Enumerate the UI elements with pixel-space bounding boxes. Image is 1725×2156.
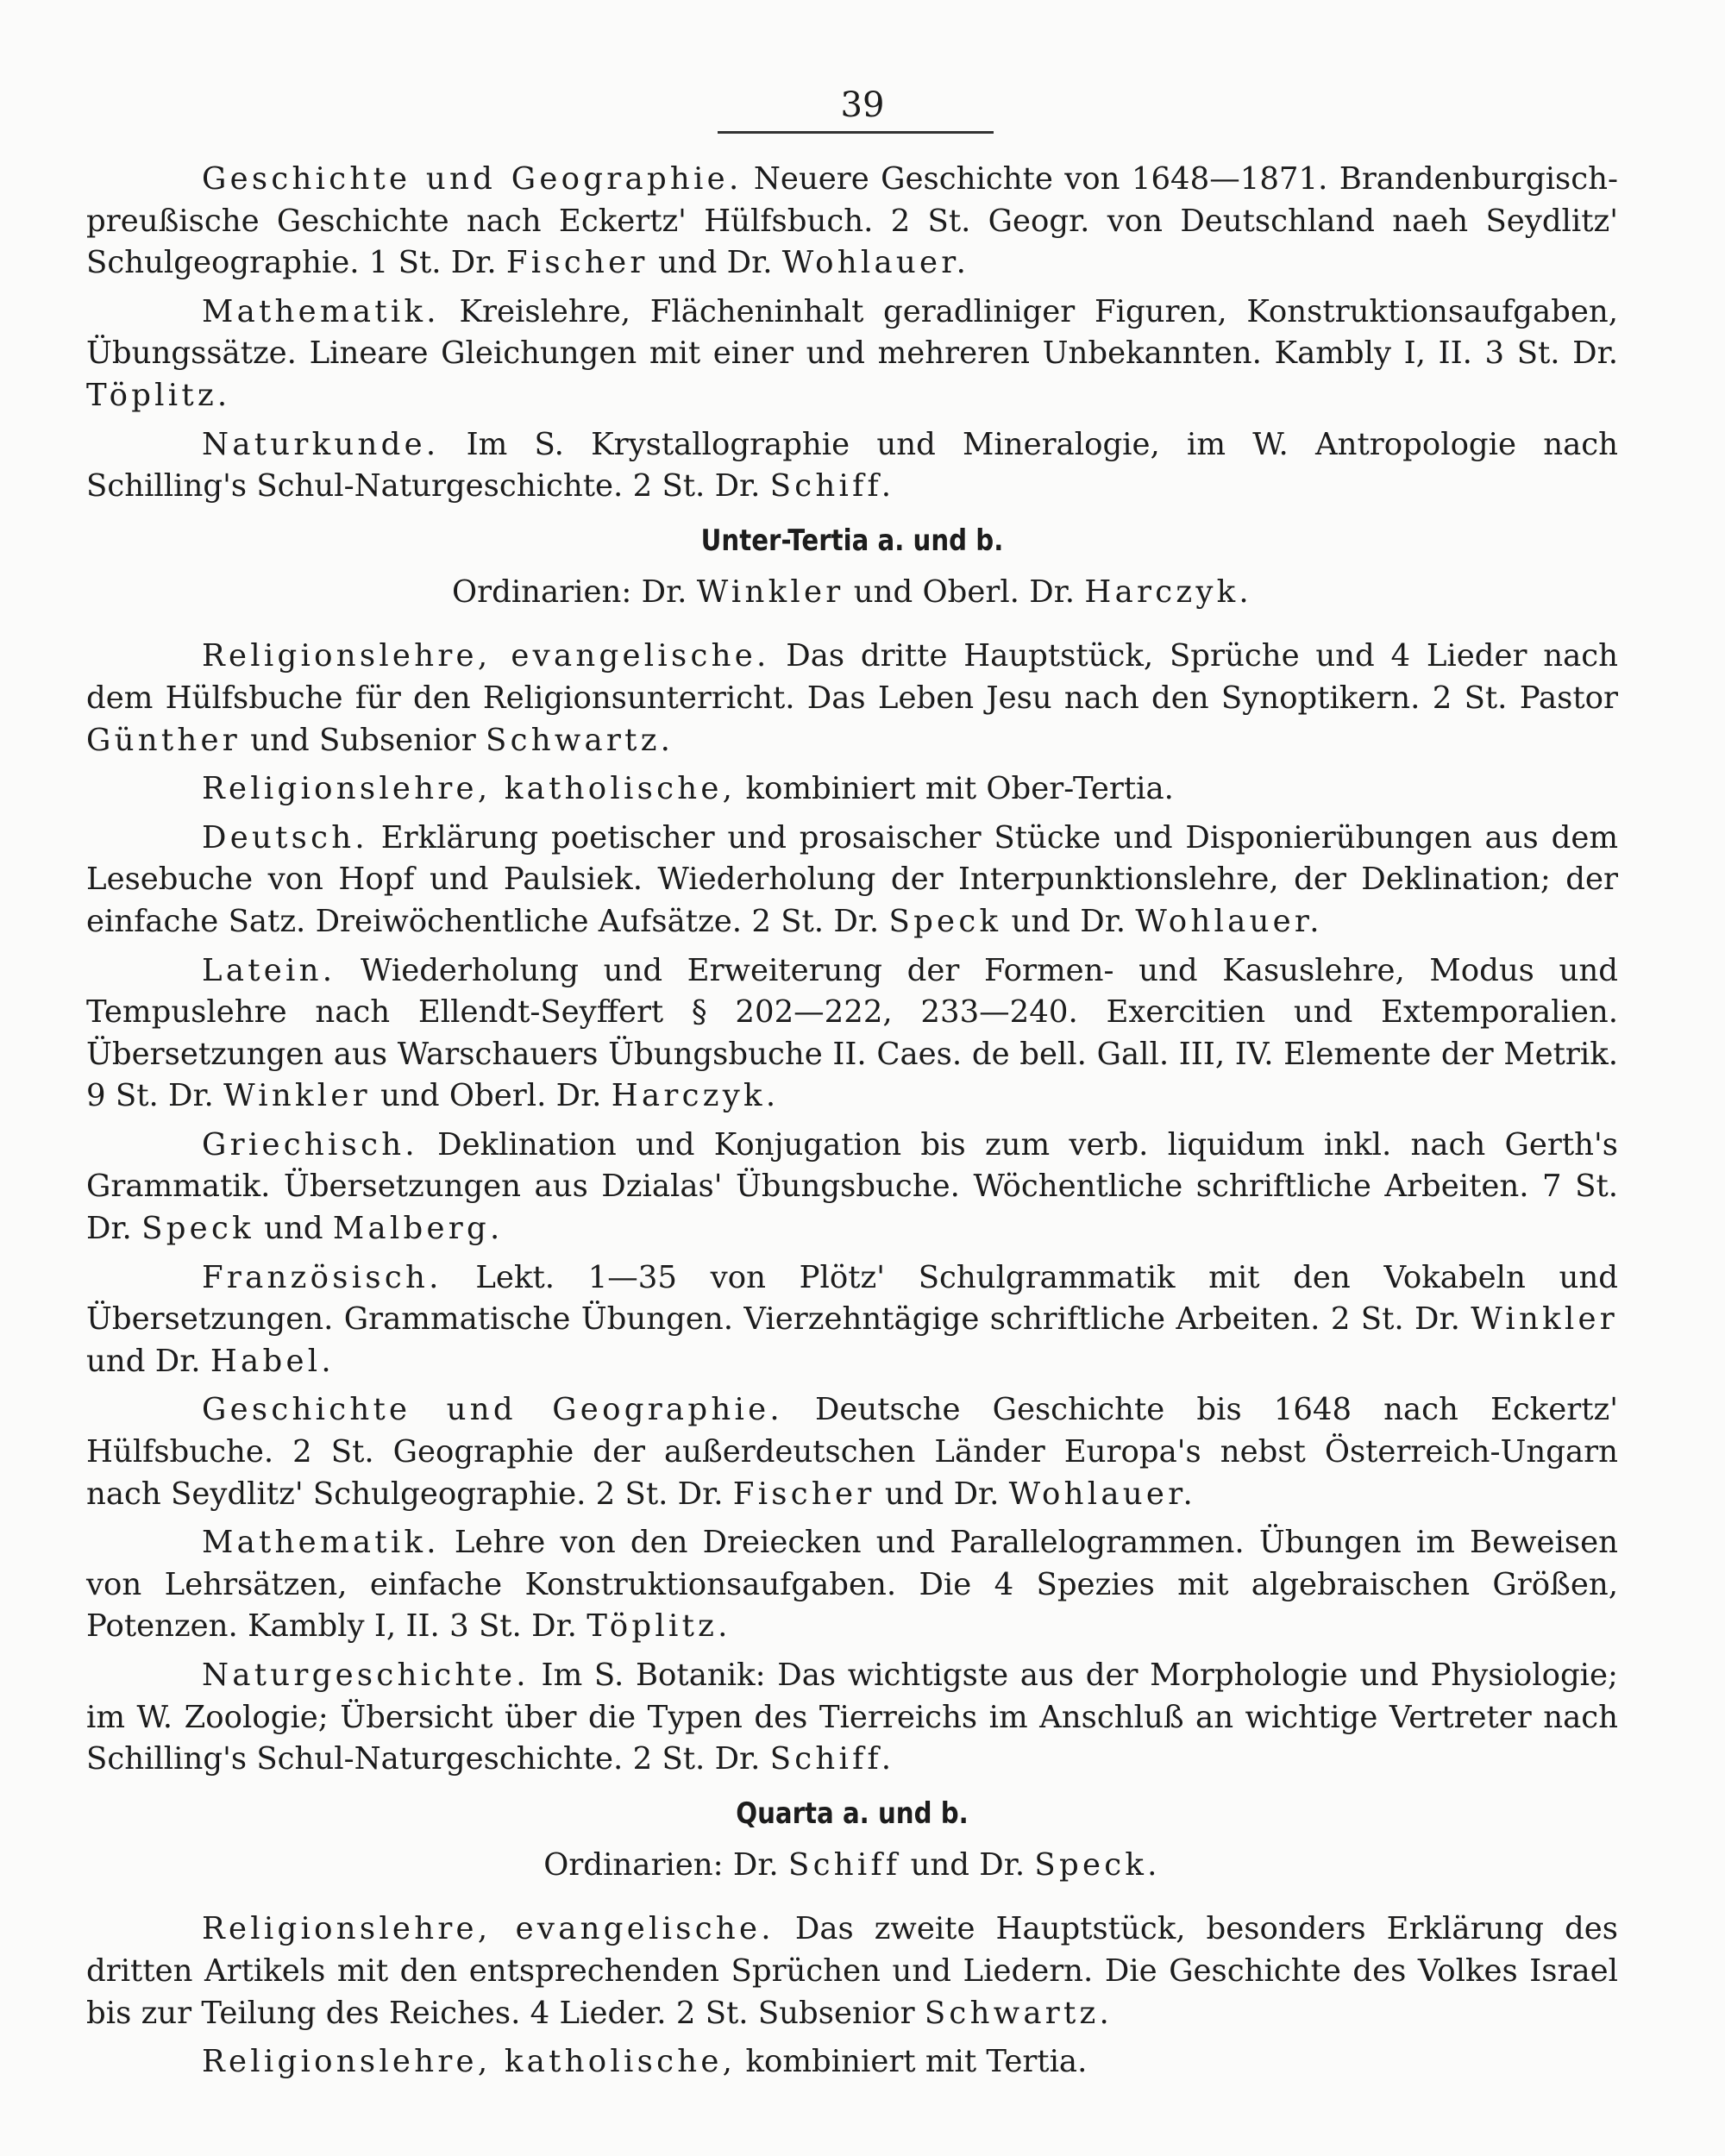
teacher-name: Schiff.	[769, 468, 895, 505]
subject-label: Mathematik.	[202, 293, 440, 329]
paragraph-text: und Dr.	[86, 1343, 210, 1379]
subject-paragraph	[86, 1257, 1618, 1383]
teacher-name: Harczyk.	[1084, 573, 1252, 610]
teacher-name: Habel.	[210, 1343, 335, 1379]
subject-paragraph	[86, 1908, 1618, 2034]
subject-paragraph	[86, 636, 1618, 761]
teacher-name: Speck	[888, 903, 1002, 939]
paragraph-text: Das dritte Hauptstück, Sprüche und 4 Lieder nach dem Hülfsbuche für den Religionsunterricht. Das Leben Jesu nach den Synoptikern. 2 St. Pastor	[86, 638, 1618, 716]
subject-paragraph	[86, 950, 1618, 1118]
paragraph-text: und Dr.	[875, 1476, 1009, 1512]
paragraph-text: Erklärung poetischer und prosaischer Stücke und Disponierübungen aus dem Lesebuche von Hopf und Paulsiek. Wiederholung der Interpunktionslehre, der Deklination; der einfache Satz. Dreiwöchentliche Aufsätze. 2 St. Dr.	[86, 819, 1618, 939]
paragraph-text: Lehre von den Dreiecken und Parallelogrammen. Übungen im Beweisen von Lehrsätzen, einfache Konstruktionsaufgaben. Die 4 Spezies mit algebraischen Größen, Potenzen. Kambly I, II. 3 St. Dr.	[86, 1525, 1618, 1645]
section-heading: Unter-Tertia a. und b.	[700, 523, 1004, 558]
subject-paragraph	[86, 2041, 1618, 2084]
paragraph-text: Im S. Krystallographie und Mineralogie, im W. Antropologie nach Schilling's Schul-Naturgeschichte. 2 St. Dr.	[86, 426, 1618, 505]
subject-paragraph	[86, 291, 1618, 417]
subject-label: Französisch.	[202, 1259, 442, 1295]
paragraph-text: und Dr.	[900, 1846, 1035, 1883]
teacher-name: Schiff	[788, 1846, 901, 1883]
teacher-name: Winkler	[696, 573, 844, 610]
paragraph-text: und Subsenior	[241, 722, 486, 758]
subject-paragraph	[86, 1655, 1618, 1781]
page-content	[86, 159, 1618, 2090]
subject-label: Religionslehre, katholische,	[202, 2044, 737, 2080]
paragraph-text: Kreislehre, Flächeninhalt geradliniger Figuren, Konstruktionsaufgaben, Übungssätze. Lineare Gleichungen mit einer und mehreren Unbekannten. Kambly I, II. 3 St. Dr.	[86, 293, 1618, 372]
subject-label: Geschichte und Geographie.	[202, 161, 743, 197]
teacher-name: Malberg.	[332, 1211, 504, 1247]
subject-label: Religionslehre, evangelische.	[202, 1911, 775, 1947]
subject-paragraph	[86, 1125, 1618, 1250]
header-rule	[718, 131, 994, 134]
subject-paragraph	[86, 1522, 1618, 1648]
subject-label: Religionslehre, katholische,	[202, 771, 737, 807]
paragraph-text: Ordinarien: Dr.	[452, 573, 697, 610]
paragraph-text: Deklination und Konjugation bis zum verb. liquidum inkl. nach Gerth's Grammatik. Übersetzungen aus Dzialas' Übungsbuche. Wöchentliche schriftliche Arbeiten. 7 St. Dr.	[86, 1126, 1618, 1247]
teacher-name: Fischer	[732, 1476, 875, 1512]
section-heading: Quarta a. und b.	[736, 1796, 969, 1831]
teacher-name: Schwartz.	[486, 722, 674, 758]
teacher-name: Fischer	[505, 245, 649, 281]
teacher-name: Töplitz.	[86, 377, 231, 413]
teacher-name: Wohlauer.	[1008, 1476, 1197, 1512]
subject-label: Religionslehre, evangelische.	[202, 638, 770, 674]
teacher-name: Wohlauer.	[1135, 903, 1323, 939]
paragraph-text: Das zweite Hauptstück, besonders Erklärung des dritten Artikels mit den entsprechenden Sprüchen und Liedern. Die Geschichte des Volkes Israel bis zur Teilung des Reiches. 4 Lieder. 2 St. Subsenior	[86, 1911, 1618, 2031]
page-number: 39	[840, 85, 885, 125]
subject-paragraph	[86, 159, 1618, 285]
teacher-name: Töplitz.	[586, 1608, 731, 1645]
subject-label: Latein.	[202, 952, 336, 988]
ordinarien-line	[86, 572, 1618, 614]
paragraph-text: Im S. Botanik: Das wichtigste aus der Morphologie und Physiologie; im W. Zoologie; Übersicht über die Typen des Tierreichs im Anschluß an wichtige Vertreter nach Schilling's Schul-Naturgeschichte. 2 St. Dr.	[86, 1658, 1618, 1777]
teacher-name: Wohlauer.	[781, 245, 970, 281]
teacher-name: Speck	[141, 1211, 254, 1247]
paragraph-text: und Dr.	[1001, 903, 1136, 939]
teacher-name: Speck.	[1034, 1846, 1161, 1883]
paragraph-text: Neuere Geschichte von 1648—1871. Brandenburgisch-preußische Geschichte nach Eckertz' Hülfsbuch. 2 St. Geogr. von Deutschland naeh Seydlitz' Schulgeographie. 1 St. Dr.	[86, 161, 1619, 281]
paragraph-text: Lekt. 1—35 von Plötz' Schulgrammatik mit den Vokabeln und Übersetzungen. Grammatische Übungen. Vierzehntägige schriftliche Arbeiten. 2 St. Dr.	[86, 1259, 1618, 1338]
paragraph-text: Wiederholung und Erweiterung der Formen- und Kasuslehre, Modus und Tempuslehre nach Ellendt-Seyffert § 202—222, 233—240. Exercitien und Extemporalien. Übersetzungen aus Warschauers Übungsbuche II. Caes. de bell. Gall. III, IV. Elemente der Metrik. 9 St. Dr.	[86, 952, 1618, 1114]
teacher-name: Winkler	[223, 1078, 371, 1114]
subject-label: Deutsch.	[202, 819, 368, 856]
subject-label: Geschichte und Geographie.	[202, 1392, 783, 1428]
teacher-name: Winkler	[1471, 1301, 1618, 1338]
subject-paragraph	[86, 768, 1618, 811]
subject-paragraph	[86, 818, 1618, 943]
subject-paragraph	[86, 1389, 1618, 1515]
paragraph-text: und	[254, 1211, 333, 1247]
subject-label: Mathematik.	[202, 1525, 440, 1561]
paragraph-text: kombiniert mit Tertia.	[736, 2044, 1088, 2080]
paragraph-text: und Oberl. Dr.	[370, 1078, 612, 1114]
teacher-name: Günther	[86, 722, 242, 758]
subject-label: Naturgeschichte.	[202, 1658, 530, 1693]
teacher-name: Schiff.	[769, 1741, 895, 1777]
ordinarien-line	[86, 1845, 1618, 1887]
paragraph-text: Deutsche Geschichte bis 1648 nach Eckertz' Hülfsbuche. 2 St. Geographie der außerdeutschen Länder Europa's nebst Österreich-Ungarn nach Seydlitz' Schulgeographie. 2 St. Dr.	[86, 1392, 1618, 1512]
subject-paragraph	[86, 424, 1618, 508]
paragraph-text: kombiniert mit Ober-Tertia.	[736, 771, 1174, 807]
paragraph-text: und Oberl. Dr.	[844, 573, 1085, 610]
paragraph-text: Ordinarien: Dr.	[543, 1846, 789, 1883]
subject-label: Griechisch.	[202, 1126, 418, 1163]
teacher-name: Harczyk.	[611, 1078, 780, 1114]
paragraph-text: und Dr.	[648, 245, 782, 281]
teacher-name: Schwartz.	[924, 1995, 1113, 2031]
subject-label: Naturkunde.	[202, 426, 440, 462]
